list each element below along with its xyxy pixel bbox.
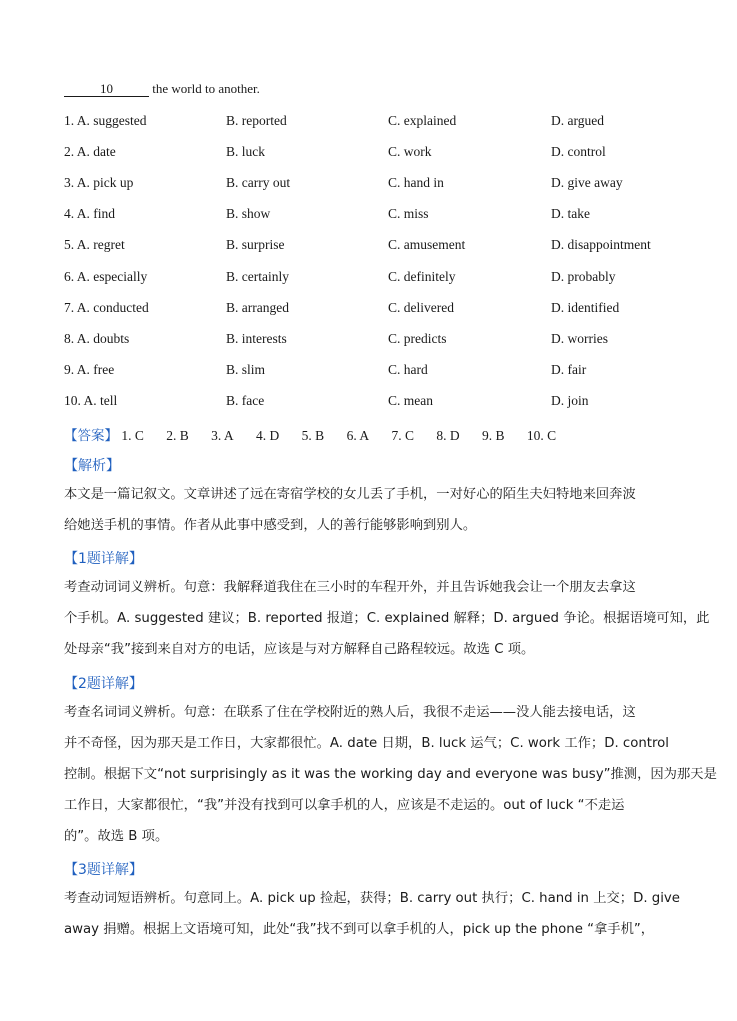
answer-item: 1. C [121,428,144,443]
answer-item: 6. A [346,428,370,443]
answer-item: 10. C [526,428,557,443]
option-d: D. take [551,206,590,221]
blank-sentence [64,80,260,98]
option-b: B. reported [226,113,287,128]
text-line: 本文是一篇记叙文。文章讲述了远在寄宿学校的女儿丢了手机，一对好心的陌生夫妇特地来回奔波 [64,487,636,502]
answer-item: 7. C [391,428,414,443]
option-a: 9. A. free [64,362,115,377]
option-c: C. miss [388,206,429,221]
option-c: C. work [388,144,432,159]
q2-paragraph [64,697,717,852]
analysis-heading: 【解析】 [64,458,120,474]
option-a: 5. A. regret [64,237,125,252]
option-b: B. surprise [226,237,285,252]
option-b: B. face [226,393,265,408]
option-a: 2. A. date [64,144,116,159]
option-d: D. disappointment [551,237,651,252]
q1-heading: 【1题详解】 [64,551,143,567]
option-d: D. give away [551,175,623,190]
text-line: 考查动词短语辨析。句意同上。A. pick up 捡起，获得；B. carry out 执行；C. hand in 上交；D. give [64,891,680,906]
option-row-3 [64,175,684,195]
option-d: D. probably [551,269,616,284]
text-line: away 捐赠。根据上文语境可知，此处“我”找不到可以拿手机的人，pick up the phone “拿手机”， [64,922,655,937]
text-line: 工作日，大家都很忙，“我”并没有找到可以拿手机的人，应该是不走运的。out of luck “不走运 [64,798,625,813]
option-a: 10. A. tell [64,393,118,408]
text-line: 并不奇怪，因为那天是工作日，大家都很忙。A. date 日期，B. luck 运气；C. work 工作；D. control [64,736,669,751]
option-d: D. identified [551,300,620,315]
option-b: B. certainly [226,269,289,284]
text-line: 考查动词词义辨析。句意：我解释道我住在三小时的车程开外，并且告诉她我会让一个朋友去拿这 [64,580,636,595]
option-b: B. carry out [226,175,291,190]
option-b: B. interests [226,331,287,346]
option-row-8 [64,331,684,351]
option-d: D. control [551,144,606,159]
option-row-7 [64,300,684,320]
option-row-10 [64,393,684,413]
option-row-9 [64,362,684,382]
q3-paragraph [64,883,680,945]
option-d: D. join [551,393,589,408]
answer-item: 4. D [256,428,280,443]
option-d: D. fair [551,362,587,377]
option-a: 4. A. find [64,206,116,221]
q3-heading: 【3题详解】 [64,862,143,878]
option-c: C. mean [388,393,433,408]
option-c: C. hard [388,362,428,377]
answer-item: 3. A [211,428,234,443]
option-row-1 [64,113,684,133]
option-c: C. delivered [388,300,454,315]
option-row-2 [64,144,684,164]
option-b: B. show [226,206,271,221]
option-d: D. argued [551,113,604,128]
answer-item: 9. B [481,428,505,443]
option-row-5 [64,237,684,257]
option-d: D. worries [551,331,608,346]
text-line: 个手机。A. suggested 建议；B. reported 报道；C. explained 解释；D. argued 争论。根据语境可知，此 [64,611,710,626]
answer-item: 8. D [436,428,460,443]
option-row-6 [64,269,684,289]
analysis-paragraph [64,479,674,541]
q1-paragraph [64,572,710,665]
option-b: B. arranged [226,300,289,315]
answer-key [64,424,575,444]
answer-item: 5. B [301,428,325,443]
text-line: 处母亲“我”接到来自对方的电话，应该是与对方解释自己路程较远。故选 C 项。 [64,642,535,657]
blank-text: the world to another. [149,81,260,96]
option-a: 8. A. doubts [64,331,130,346]
option-a: 3. A. pick up [64,175,134,190]
option-c: C. predicts [388,331,447,346]
option-c: C. amusement [388,237,466,252]
option-a: 1. A. suggested [64,113,147,128]
answer-item: 2. B [166,428,189,443]
option-b: B. slim [226,362,266,377]
option-c: C. explained [388,113,457,128]
option-c: C. definitely [388,269,456,284]
text-line: 的”。故选 B 项。 [64,829,169,844]
answer-label: 【答案】 [64,428,118,444]
option-c: C. hand in [388,175,444,190]
option-row-4 [64,206,684,226]
blank-number: 10 [64,82,149,97]
option-b: B. luck [226,144,265,159]
option-a: 6. A. especially [64,269,148,284]
q2-heading: 【2题详解】 [64,676,143,692]
option-a: 7. A. conducted [64,300,149,315]
text-line: 控制。根据下文“not surprisingly as it was the working day and everyone was busy”推测，因为那天是 [64,767,717,782]
text-line: 考查名词词义辨析。句意：在联系了住在学校附近的熟人后，我很不走运——没人能去接电话，这 [64,705,636,720]
text-line: 给她送手机的事情。作者从此事中感受到，人的善行能够影响到别人。 [64,518,477,533]
